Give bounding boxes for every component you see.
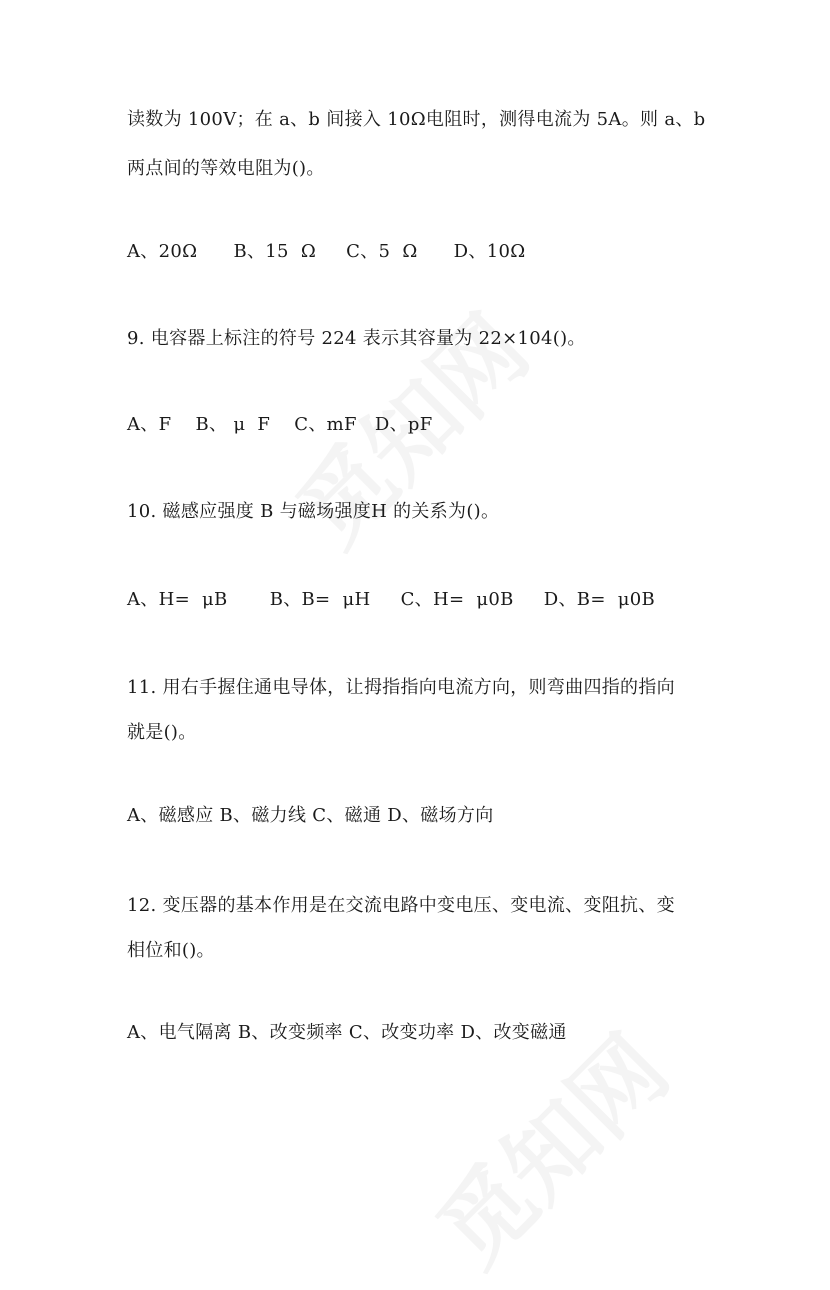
question-12-options: A、电气隔离 B、改变频率 C、改变功率 D、改变磁通	[127, 1022, 567, 1043]
question-9-options: A、F B、 μ F C、mF D、pF	[127, 414, 433, 435]
question-8-text-line-1: 读数为 100V；在 a、b 间接入 10Ω电阻时，测得电流为 5A。则 a、b	[127, 109, 706, 130]
question-8-text-line-2: 两点间的等效电阻为()。	[127, 158, 325, 179]
question-11-options: A、磁感应 B、磁力线 C、磁通 D、磁场方向	[127, 805, 494, 826]
question-8-options: A、20Ω B、15 Ω C、5 Ω D、10Ω	[127, 241, 526, 262]
question-11-text-line-2: 就是()。	[127, 722, 197, 743]
question-12-text-line-1: 12. 变压器的基本作用是在交流电路中变电压、变电流、变阻抗、变	[127, 895, 675, 916]
question-9-text: 9. 电容器上标注的符号 224 表示其容量为 22×104()。	[127, 328, 586, 349]
question-12-text-line-2: 相位和()。	[127, 940, 215, 961]
question-10-options: A、H= μB B、B= μH C、H= μ0B D、B= μ0B	[127, 589, 656, 610]
question-10-text: 10. 磁感应强度 B 与磁场强度H 的关系为()。	[127, 501, 500, 522]
question-11-text-line-1: 11. 用右手握住通电导体，让拇指指向电流方向，则弯曲四指的指向	[127, 677, 675, 698]
